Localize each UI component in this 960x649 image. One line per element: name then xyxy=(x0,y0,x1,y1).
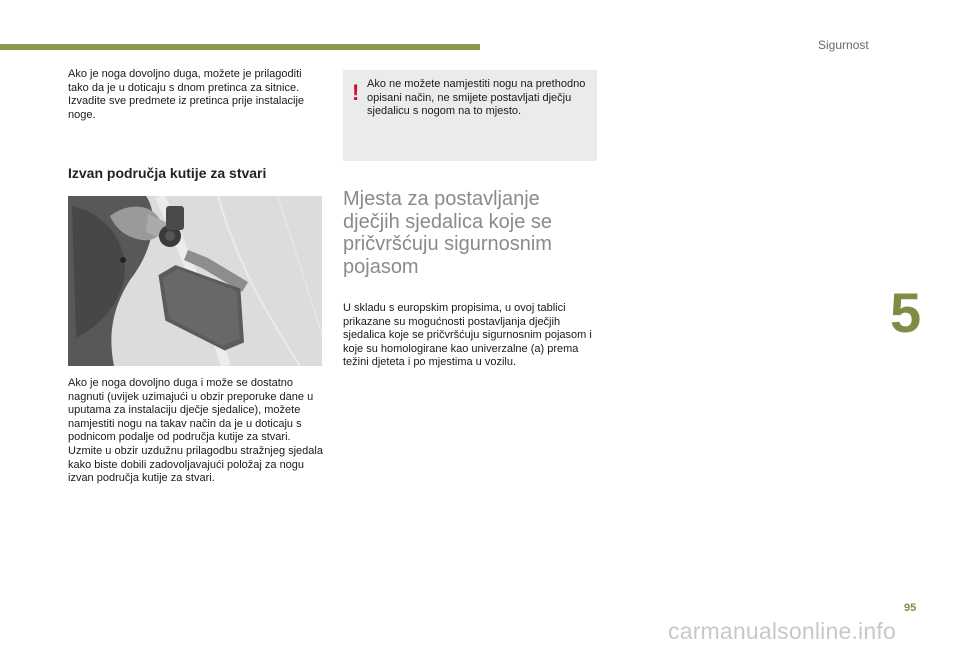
warning-text: Ako ne možete namjestiti nogu na prethodno opisani način, ne smijete postavljati dječju sjedalicu s nogom na to mjesto. xyxy=(367,78,586,118)
chapter-number: 5 xyxy=(890,281,922,344)
warning-box xyxy=(343,70,597,161)
page-number: 95 xyxy=(904,602,917,614)
exclamation-icon: ! xyxy=(352,80,360,105)
subheading: Izvan područja kutije za stvari xyxy=(68,165,267,181)
body-paragraph: Ako je noga dovoljno duga i može se dostatno nagnuti (uvijek uzimajući u obzir preporuke dane u uputama za instalaciju dječje sjedalice), možete namjestiti nogu na takav način da je u doticaju s podnicom podalje od područja kutije za stvari. Uzmite u obzir uzdužnu prilagodbu stražnjeg sjedala kako biste dobili zadovoljavajući položaj za nogu izvan područja kutije za stvari. xyxy=(68,377,323,485)
intro-paragraph: Ako je noga dovoljno duga, možete je prilagoditi tako da je u doticaju s dnom pretinca za sitnice. Izvadite sve predmete iz pretinca prije instalacije noge. xyxy=(68,68,305,121)
watermark: carmanualsonline.info xyxy=(668,618,896,644)
car-floor-photo xyxy=(68,196,322,366)
section-label: Sigurnost xyxy=(818,38,869,52)
header-accent-bar xyxy=(0,44,480,50)
section-heading: Mjesta za postavljanje dječjih sjedalica koje se pričvršćuju sigurnosnim pojasom xyxy=(343,188,553,278)
section-paragraph: U skladu s europskim propisima, u ovoj tablici prikazane su mogućnosti postavljanja dječjih sjedalica koje se pričvršćuju sigurnosnim pojasom i koje su homologirane kao univerzalne (a) prema težini djeteta i po mjestima u vozilu. xyxy=(343,302,592,369)
